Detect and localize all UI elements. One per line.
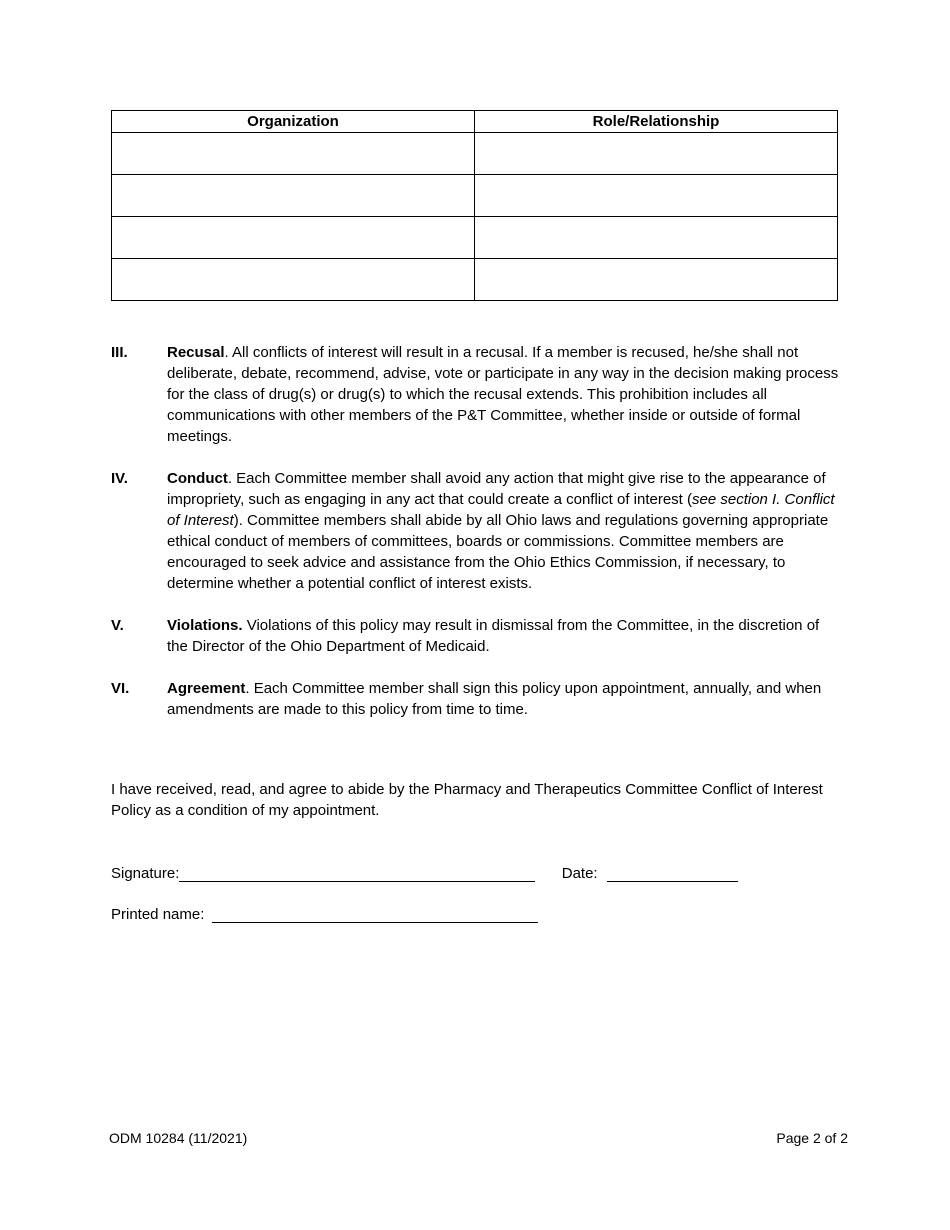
policy-sections xyxy=(111,342,841,741)
form-id: ODM 10284 (11/2021) xyxy=(109,1130,248,1146)
section-number: III. xyxy=(111,344,128,361)
printed-name-row xyxy=(111,904,538,926)
organization-header: Organization xyxy=(112,111,475,133)
section-text: . Each Committee member shall sign this policy upon appointment, annually, and when amendments are made to this policy from time to time. xyxy=(167,680,822,718)
signature-row xyxy=(111,863,851,885)
signature-label: Signature: xyxy=(111,865,180,882)
organization-cell[interactable] xyxy=(112,175,475,217)
signature-line[interactable] xyxy=(179,863,535,882)
table-row xyxy=(112,175,838,217)
section-text: . All conflicts of interest will result in a recusal. If a member is recused, he/she shall not deliberate, debate, recommend, advise, vote or participate in any way in the decision making process for the class of drug(s) or drug(s) to which the recusal extends. This prohibition includes all communications with other members of the P&T Committee, whether inside or outside of formal meetings. xyxy=(167,344,839,445)
section-title: Conduct xyxy=(167,470,228,487)
section-number: V. xyxy=(111,617,124,634)
printed-name-line[interactable] xyxy=(212,904,538,923)
section-title: Violations. xyxy=(167,617,243,634)
role-cell[interactable] xyxy=(475,217,838,259)
organization-cell[interactable] xyxy=(112,259,475,301)
section-title: Agreement xyxy=(167,680,246,697)
table-header-row xyxy=(112,111,838,133)
section-conduct xyxy=(111,468,841,594)
role-relationship-header: Role/Relationship xyxy=(475,111,838,133)
role-cell[interactable] xyxy=(475,133,838,175)
organization-cell[interactable] xyxy=(112,133,475,175)
table-row xyxy=(112,259,838,301)
section-title: Recusal xyxy=(167,344,225,361)
section-recusal xyxy=(111,342,841,447)
section-agreement xyxy=(111,678,841,720)
table-row xyxy=(112,217,838,259)
role-cell[interactable] xyxy=(475,259,838,301)
section-text: Violations of this policy may result in dismissal from the Committee, in the discretion of the Director of the Ohio Department of Medicaid. xyxy=(167,617,820,655)
section-text-continued: ). Committee members shall abide by all Ohio laws and regulations governing appropriate ethical conduct of members of committees, boards or commissions. Committee members are encouraged to seek advice and assistance from the Ohio Ethics Commission, if necessary, to determine whether a potential conflict of interest exists. xyxy=(167,512,829,592)
table-row xyxy=(112,133,838,175)
date-line[interactable] xyxy=(607,863,738,882)
section-text: . Each Committee member shall avoid any action that might give rise to the appearance of impropriety, such as engaging in any act that could create a conflict of interest ( xyxy=(167,470,826,508)
organization-cell[interactable] xyxy=(112,217,475,259)
agreement-statement: I have received, read, and agree to abide by the Pharmacy and Therapeutics Committee Conflict of Interest Policy as a condition of my appointment. xyxy=(111,781,823,819)
section-violations xyxy=(111,615,841,657)
section-reference: see section I. Conflict of Interest xyxy=(167,491,835,529)
organization-role-table xyxy=(111,110,838,301)
printed-name-label: Printed name: xyxy=(111,906,205,923)
date-label: Date: xyxy=(561,865,598,882)
section-number: IV. xyxy=(111,470,128,487)
section-number: VI. xyxy=(111,680,130,697)
role-cell[interactable] xyxy=(475,175,838,217)
page-number: Page 2 of 2 xyxy=(776,1130,848,1146)
